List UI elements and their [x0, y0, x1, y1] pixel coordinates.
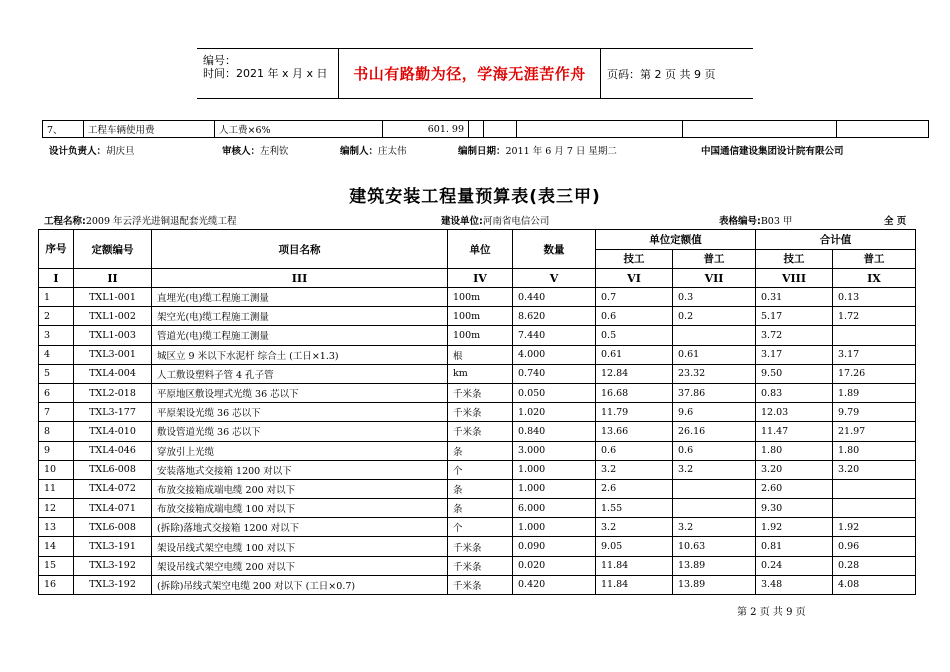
seq-cell: 9	[39, 441, 74, 460]
header-total: 合计值	[756, 230, 916, 250]
quota-tech-cell: 13.66	[596, 422, 673, 441]
unit-cell: 根	[448, 345, 513, 364]
quota-labor-cell: 3.2	[673, 460, 756, 479]
previous-table-fragment	[42, 120, 929, 138]
seq-cell: 10	[39, 460, 74, 479]
total-labor-cell: 1.92	[833, 518, 916, 537]
table-row	[39, 518, 916, 537]
unit-cell: 千米条	[448, 575, 513, 594]
total-tech-cell: 3.48	[756, 575, 833, 594]
quota-tech-cell: 1.55	[596, 499, 673, 518]
unit-cell: 100m	[448, 288, 513, 307]
unit-cell: 千米条	[448, 383, 513, 402]
table-row	[39, 460, 916, 479]
name-cell: 平原架设光缆 36 芯以下	[152, 403, 448, 422]
name-cell: 安装落地式交接箱 1200 对以下	[152, 460, 448, 479]
name-cell: 直埋光(电)缆工程施工测量	[152, 288, 448, 307]
seq-cell: 14	[39, 537, 74, 556]
pages-label: 全 页	[884, 216, 907, 227]
total-tech-cell: 0.24	[756, 556, 833, 575]
table-row	[39, 537, 916, 556]
budget-table	[38, 229, 916, 595]
roman-numeral: III	[152, 269, 448, 288]
name-cell: 穿放引上光缆	[152, 441, 448, 460]
qty-cell: 0.020	[513, 556, 596, 575]
quota-tech-cell: 16.68	[596, 383, 673, 402]
qty-cell: 3.000	[513, 441, 596, 460]
qty-cell: 8.620	[513, 307, 596, 326]
quota-labor-cell	[673, 326, 756, 345]
date-label: 编制日期：	[458, 146, 506, 157]
total-labor-cell	[833, 479, 916, 498]
table-cell: 7、	[43, 121, 84, 138]
name-cell: 人工敷设塑料子管 4 孔子管	[152, 364, 448, 383]
total-labor-cell: 9.79	[833, 403, 916, 422]
code-cell: TXL2-018	[74, 383, 152, 402]
header-unit: 单位	[448, 230, 513, 269]
quota-labor-cell: 13.89	[673, 556, 756, 575]
total-tech-cell: 0.83	[756, 383, 833, 402]
qty-cell: 0.420	[513, 575, 596, 594]
name-cell: 架空光(电)缆工程施工测量	[152, 307, 448, 326]
unit-cell: 个	[448, 518, 513, 537]
total-labor-cell: 3.17	[833, 345, 916, 364]
total-tech-cell: 2.60	[756, 479, 833, 498]
seq-cell: 12	[39, 499, 74, 518]
form-number: B03 甲	[760, 216, 793, 227]
code-cell: TXL4-010	[74, 422, 152, 441]
table-body	[39, 288, 916, 595]
qty-cell: 0.090	[513, 537, 596, 556]
total-labor-cell: 3.20	[833, 460, 916, 479]
total-labor-cell: 0.13	[833, 288, 916, 307]
header-quota-tech: 技工	[596, 249, 673, 269]
table-cell	[517, 121, 683, 138]
number-label: 编号：	[203, 54, 236, 67]
total-tech-cell: 1.92	[756, 518, 833, 537]
total-tech-cell: 1.80	[756, 441, 833, 460]
qty-cell: 7.440	[513, 326, 596, 345]
quota-tech-cell: 0.61	[596, 345, 673, 364]
quota-tech-cell: 9.05	[596, 537, 673, 556]
name-cell: 平原地区敷设埋式光缆 36 芯以下	[152, 383, 448, 402]
code-cell: TXL4-072	[74, 479, 152, 498]
name-cell: 管道光(电)缆工程施工测量	[152, 326, 448, 345]
name-cell: 布放交接箱成端电缆 100 对以下	[152, 499, 448, 518]
name-cell: 架设吊线式架空电缆 200 对以下	[152, 556, 448, 575]
roman-numeral: V	[513, 269, 596, 288]
code-cell: TXL3-191	[74, 537, 152, 556]
header-total-tech: 技工	[756, 249, 833, 269]
seq-cell: 5	[39, 364, 74, 383]
table-row	[39, 479, 916, 498]
qty-cell: 0.050	[513, 383, 596, 402]
seq-cell: 7	[39, 403, 74, 422]
name-cell: (拆除)落地式交接箱 1200 对以下	[152, 518, 448, 537]
quota-labor-cell: 0.2	[673, 307, 756, 326]
code-cell: TXL1-003	[74, 326, 152, 345]
designer-name: 胡庆旦	[106, 146, 135, 157]
qty-cell: 1.020	[513, 403, 596, 422]
quota-tech-cell: 3.2	[596, 460, 673, 479]
builder-label: 建设单位:	[441, 216, 483, 227]
table-row	[39, 441, 916, 460]
name-cell: 布放交接箱成端电缆 200 对以下	[152, 479, 448, 498]
name-cell: (拆除)吊线式架空电缆 200 对以下 (工日×0.7)	[152, 575, 448, 594]
seq-cell: 8	[39, 422, 74, 441]
header-row	[39, 230, 916, 250]
header-quota-labor: 普工	[673, 249, 756, 269]
quota-labor-cell: 9.6	[673, 403, 756, 422]
reviewer-label: 审核人：	[222, 146, 261, 157]
compile-date	[458, 143, 617, 157]
header-qty: 数量	[513, 230, 596, 269]
seq-cell: 6	[39, 383, 74, 402]
code-cell: TXL3-177	[74, 403, 152, 422]
code-cell: TXL4-046	[74, 441, 152, 460]
table-row	[39, 364, 916, 383]
project-label: 工程名称:	[44, 216, 86, 227]
total-labor-cell: 4.08	[833, 575, 916, 594]
quota-tech-cell: 11.84	[596, 575, 673, 594]
qty-cell: 0.740	[513, 364, 596, 383]
table-cell: 工程车辆使用费	[84, 121, 215, 138]
seq-cell: 4	[39, 345, 74, 364]
quota-labor-cell: 23.32	[673, 364, 756, 383]
table-row	[39, 288, 916, 307]
total-tech-cell: 3.20	[756, 460, 833, 479]
designer-signature	[49, 143, 135, 157]
page-number-label: 页码：第 2 页 共 9 页	[607, 67, 716, 81]
total-labor-cell: 17.26	[833, 364, 916, 383]
table-row	[39, 575, 916, 594]
seq-cell: 13	[39, 518, 74, 537]
total-tech-cell: 3.72	[756, 326, 833, 345]
total-tech-cell: 0.31	[756, 288, 833, 307]
unit-cell: 100m	[448, 326, 513, 345]
total-labor-cell: 1.89	[833, 383, 916, 402]
qty-cell: 1.000	[513, 518, 596, 537]
roman-numeral: IV	[448, 269, 513, 288]
reviewer-name: 左利钦	[260, 146, 289, 157]
roman-numeral: VI	[596, 269, 673, 288]
compiler-name: 庄太伟	[378, 146, 407, 157]
name-cell: 城区立 9 米以下水泥杆 综合土 (工日×1.3)	[152, 345, 448, 364]
motto-text: 书山有路勤为径，学海无涯苦作舟	[339, 49, 601, 98]
code-cell: TXL4-071	[74, 499, 152, 518]
roman-numeral-row	[39, 269, 916, 288]
total-labor-cell: 1.80	[833, 441, 916, 460]
table-row	[43, 121, 929, 138]
qty-cell: 1.000	[513, 479, 596, 498]
quota-tech-cell: 2.6	[596, 479, 673, 498]
roman-numeral: VIII	[756, 269, 833, 288]
date-value: 2011 年 6 月 7 日 星期二	[505, 146, 617, 157]
builder-info	[441, 213, 549, 227]
unit-cell: 条	[448, 499, 513, 518]
quota-labor-cell: 0.3	[673, 288, 756, 307]
project-name: 2009 年云浮光进铜退配套光缆工程	[85, 216, 237, 227]
table-cell: 601. 99	[383, 121, 469, 138]
page-footer: 第 2 页 共 9 页	[737, 607, 806, 618]
header-total-labor: 普工	[833, 249, 916, 269]
roman-numeral: VII	[673, 269, 756, 288]
quota-tech-cell: 0.7	[596, 288, 673, 307]
document-header	[197, 48, 753, 99]
table-cell	[837, 121, 929, 138]
qty-cell: 1.000	[513, 460, 596, 479]
code-cell: TXL4-004	[74, 364, 152, 383]
table-row	[39, 326, 916, 345]
total-labor-cell: 21.97	[833, 422, 916, 441]
quota-tech-cell: 0.5	[596, 326, 673, 345]
header-unit-quota: 单位定额值	[596, 230, 756, 250]
seq-cell: 2	[39, 307, 74, 326]
seq-cell: 3	[39, 326, 74, 345]
builder-name: 河南省电信公司	[482, 216, 550, 227]
quota-labor-cell	[673, 479, 756, 498]
quota-labor-cell: 13.89	[673, 575, 756, 594]
header-code: 定额编号	[74, 230, 152, 269]
table-cell: 人工费×6%	[215, 121, 383, 138]
table-row	[39, 345, 916, 364]
table-row	[39, 383, 916, 402]
roman-numeral: II	[74, 269, 152, 288]
quota-labor-cell: 26.16	[673, 422, 756, 441]
seq-cell: 11	[39, 479, 74, 498]
unit-cell: 个	[448, 460, 513, 479]
roman-numeral: IX	[833, 269, 916, 288]
name-cell: 架设吊线式架空电缆 100 对以下	[152, 537, 448, 556]
qty-cell: 6.000	[513, 499, 596, 518]
table-row	[39, 422, 916, 441]
table-cell	[683, 121, 837, 138]
page-title: 建筑安装工程量预算表(表三甲)	[349, 187, 601, 207]
quota-labor-cell: 37.86	[673, 383, 756, 402]
unit-cell: 条	[448, 441, 513, 460]
form-info	[719, 213, 792, 227]
total-tech-cell: 12.03	[756, 403, 833, 422]
roman-numeral: I	[39, 269, 74, 288]
quota-labor-cell: 0.6	[673, 441, 756, 460]
unit-cell: 千米条	[448, 556, 513, 575]
code-cell: TXL3-192	[74, 556, 152, 575]
company-name	[701, 143, 844, 157]
company-label: 中国通信建设集团设计院有限公司	[701, 146, 844, 157]
table-row	[39, 307, 916, 326]
unit-cell: 千米条	[448, 403, 513, 422]
total-labor-cell: 0.28	[833, 556, 916, 575]
designer-label: 设计负责人：	[49, 146, 107, 157]
seq-cell: 16	[39, 575, 74, 594]
code-cell: TXL1-002	[74, 307, 152, 326]
compiler-signature	[340, 143, 407, 157]
total-tech-cell: 5.17	[756, 307, 833, 326]
code-cell: TXL1-001	[74, 288, 152, 307]
qty-cell: 0.840	[513, 422, 596, 441]
total-tech-cell: 9.30	[756, 499, 833, 518]
quota-tech-cell: 3.2	[596, 518, 673, 537]
quota-tech-cell: 11.84	[596, 556, 673, 575]
seq-cell: 15	[39, 556, 74, 575]
code-cell: TXL6-008	[74, 460, 152, 479]
header-seq: 序号	[39, 230, 74, 269]
total-tech-cell: 3.17	[756, 345, 833, 364]
project-info	[44, 213, 237, 227]
code-cell: TXL6-008	[74, 518, 152, 537]
table-row	[39, 403, 916, 422]
code-cell: TXL3-192	[74, 575, 152, 594]
total-labor-cell: 0.96	[833, 537, 916, 556]
table-row	[39, 499, 916, 518]
form-label: 表格编号:	[719, 216, 761, 227]
quota-tech-cell: 0.6	[596, 307, 673, 326]
seq-cell: 1	[39, 288, 74, 307]
table-cell	[484, 121, 517, 138]
qty-cell: 0.440	[513, 288, 596, 307]
header-meta-cell	[197, 49, 339, 98]
quota-tech-cell: 12.84	[596, 364, 673, 383]
total-labor-cell: 1.72	[833, 307, 916, 326]
quota-labor-cell	[673, 499, 756, 518]
total-tech-cell: 11.47	[756, 422, 833, 441]
pages-info	[884, 213, 906, 227]
reviewer-signature	[222, 143, 289, 157]
header-name: 项目名称	[152, 230, 448, 269]
quota-labor-cell: 0.61	[673, 345, 756, 364]
unit-cell: 千米条	[448, 537, 513, 556]
quota-tech-cell: 0.6	[596, 441, 673, 460]
qty-cell: 4.000	[513, 345, 596, 364]
name-cell: 敷设管道光缆 36 芯以下	[152, 422, 448, 441]
quota-tech-cell: 11.79	[596, 403, 673, 422]
unit-cell: km	[448, 364, 513, 383]
code-cell: TXL3-001	[74, 345, 152, 364]
total-tech-cell: 9.50	[756, 364, 833, 383]
quota-labor-cell: 3.2	[673, 518, 756, 537]
compiler-label: 编制人：	[340, 146, 379, 157]
quota-labor-cell: 10.63	[673, 537, 756, 556]
unit-cell: 千米条	[448, 422, 513, 441]
table-cell	[469, 121, 484, 138]
total-labor-cell	[833, 326, 916, 345]
total-labor-cell	[833, 499, 916, 518]
unit-cell: 条	[448, 479, 513, 498]
total-tech-cell: 0.81	[756, 537, 833, 556]
time-label: 时间：2021 年 x 月 x 日	[203, 67, 328, 80]
table-row	[39, 556, 916, 575]
unit-cell: 100m	[448, 307, 513, 326]
